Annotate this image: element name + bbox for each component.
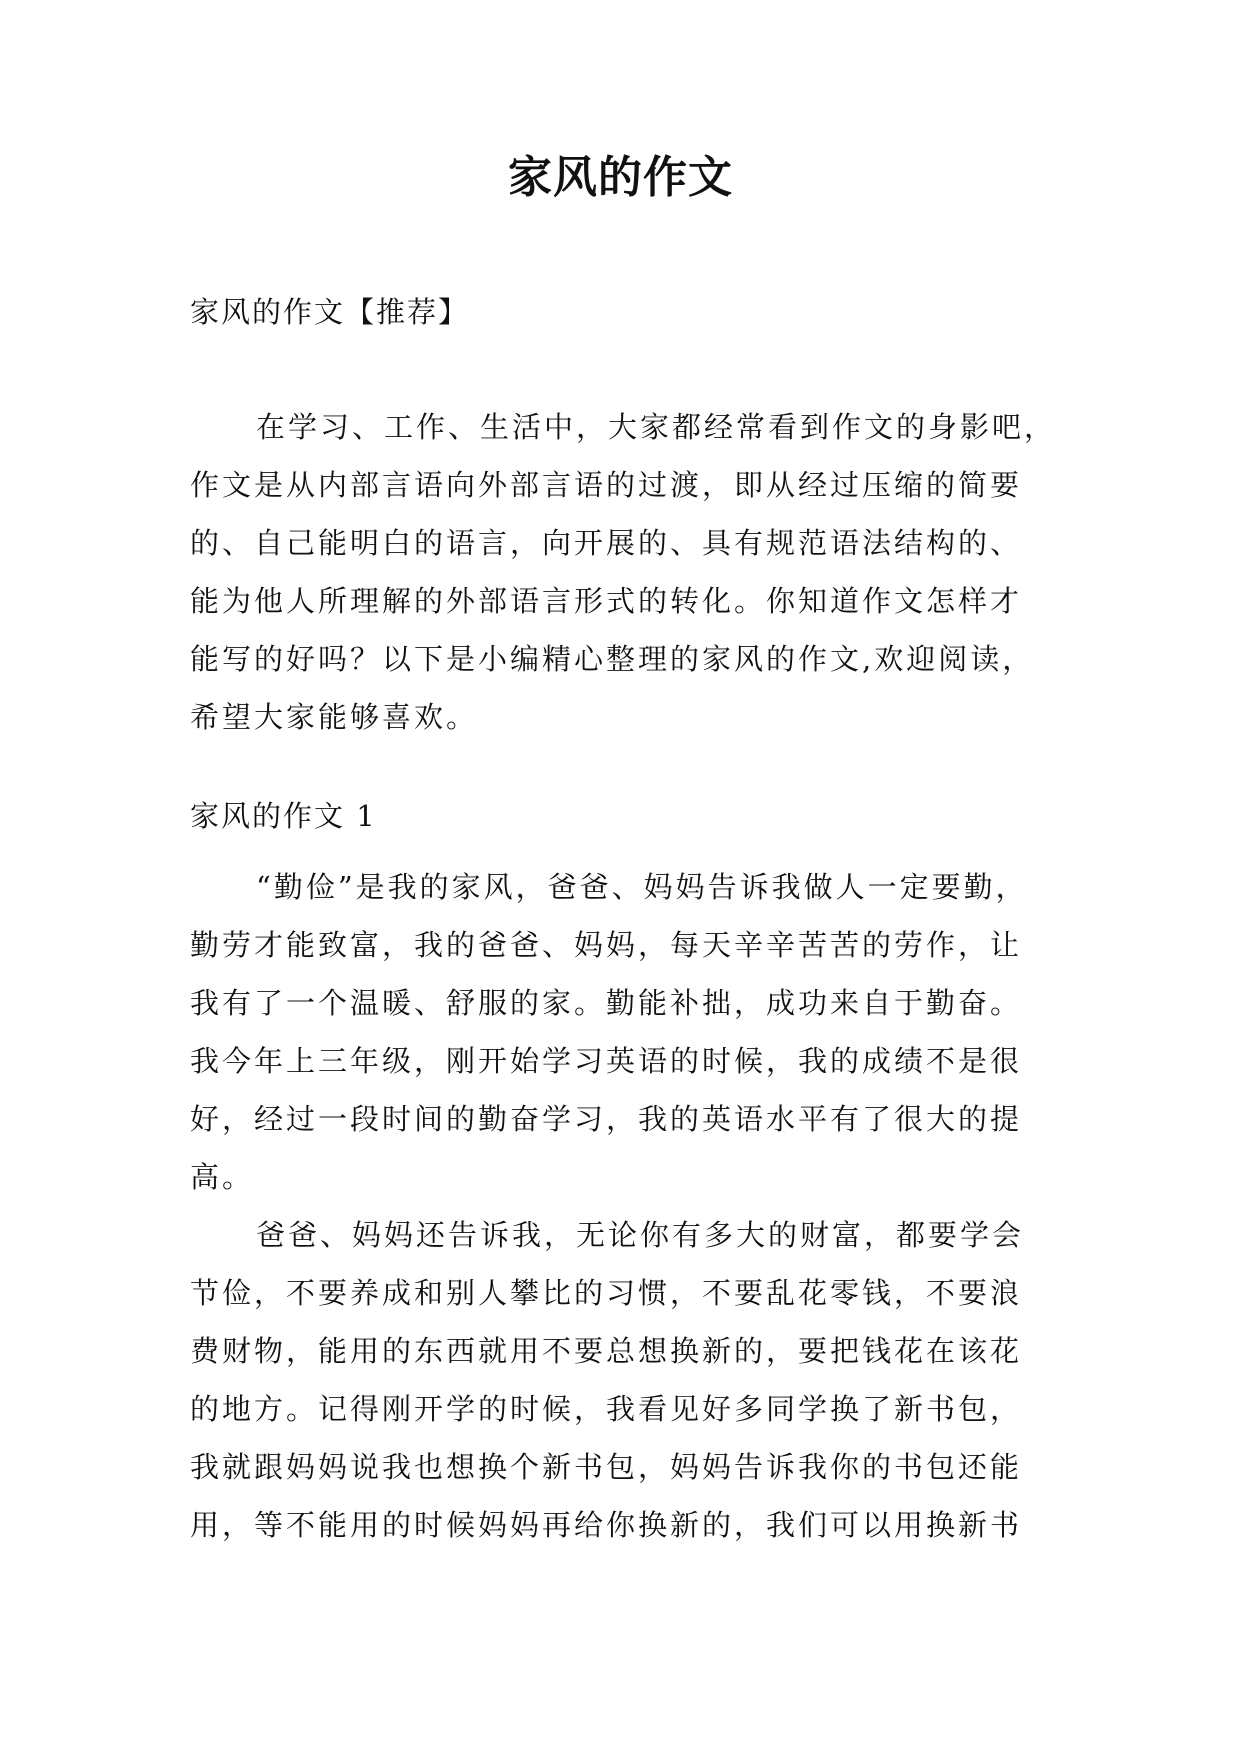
paragraph-line: “勤俭”是我的家风，爸爸、妈妈告诉我做人一定要勤， <box>256 870 1028 904</box>
intro-paragraph <box>190 398 1060 746</box>
paragraph-line: 高。 <box>190 1160 255 1194</box>
paragraph-line: 爸爸、妈妈还告诉我，无论你有多大的财富，都要学会 <box>256 1218 1025 1252</box>
paragraph-line: 我今年上三年级，刚开始学习英语的时候，我的成绩不是很 <box>190 1044 1023 1078</box>
paragraph-line: 好，经过一段时间的勤奋学习，我的英语水平有了很大的提 <box>190 1102 1023 1136</box>
intro-line: 希望大家能够喜欢。 <box>190 700 479 734</box>
paragraph-line: 费财物，能用的东西就用不要总想换新的，要把钱花在该花 <box>190 1334 1023 1368</box>
document-subtitle: 家风的作文【推荐】 <box>190 295 470 329</box>
paragraph-line: 我有了一个温暖、舒服的家。勤能补拙，成功来自于勤奋。 <box>190 986 1023 1020</box>
intro-line: 在学习、工作、生活中，大家都经常看到作文的身影吧， <box>256 410 1057 444</box>
paragraph-line: 勤劳才能致富，我的爸爸、妈妈，每天辛辛苦苦的劳作，让 <box>190 928 1023 962</box>
intro-line: 能写的好吗？以下是小编精心整理的家风的作文,欢迎阅读， <box>190 642 1035 676</box>
section-body <box>190 858 1060 1554</box>
paragraph-line: 的地方。记得刚开学的时候，我看见好多同学换了新书包， <box>190 1392 1023 1426</box>
paragraph-line: 我就跟妈妈说我也想换个新书包，妈妈告诉我你的书包还能 <box>190 1450 1023 1484</box>
page-title: 家风的作文 <box>508 152 733 203</box>
intro-line: 作文是从内部言语向外部言语的过渡，即从经过压缩的简要 <box>190 468 1023 502</box>
paragraph-line: 用，等不能用的时候妈妈再给你换新的，我们可以用换新书 <box>190 1508 1023 1542</box>
paragraph-line: 节俭，不要养成和别人攀比的习惯，不要乱花零钱，不要浪 <box>190 1276 1023 1310</box>
intro-line: 能为他人所理解的外部语言形式的转化。你知道作文怎样才 <box>190 584 1023 618</box>
section-heading: 家风的作文 1 <box>190 799 377 833</box>
intro-line: 的、自己能明白的语言，向开展的、具有规范语法结构的、 <box>190 526 1023 560</box>
